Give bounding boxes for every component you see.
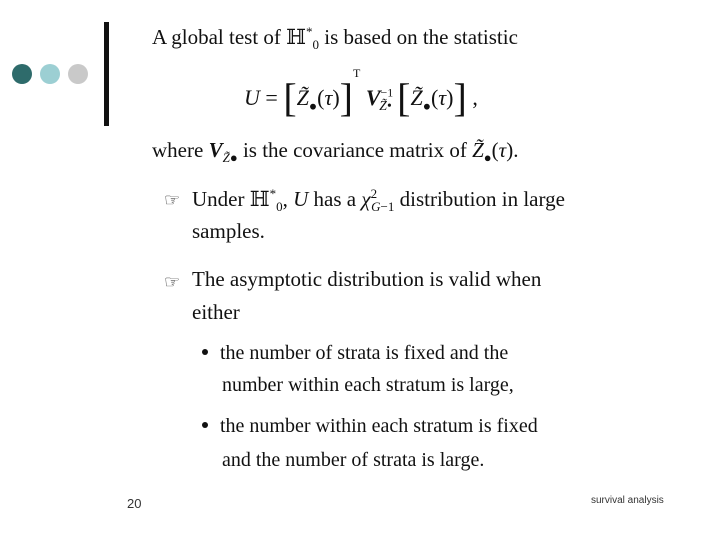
sub-bullet-2-line-1: the number within each stratum is fixed bbox=[202, 415, 538, 438]
where-line: where $V_{Z̃●}$ is the covariance matrix of $Z̃_●(\tau)$. bbox=[152, 138, 519, 166]
bullet-dot-icon bbox=[202, 422, 208, 428]
bullet-dot-icon bbox=[202, 349, 208, 355]
dot-light-teal bbox=[40, 64, 60, 84]
sub-bullet-2-line-2: and the number of strata is large. bbox=[222, 449, 485, 471]
bullet-2-line-2: either bbox=[192, 300, 240, 324]
intro-line: A global test of ℍ*$_0$ is based on the statistic bbox=[152, 24, 518, 53]
pointing-hand-icon: ☞ bbox=[164, 272, 181, 292]
bullet-2-line-1: The asymptotic distribution is valid when bbox=[192, 267, 542, 291]
vertical-divider bbox=[104, 22, 109, 126]
dot-gray bbox=[68, 64, 88, 84]
bullet-1-line-1: Under ℍ*$_0$, U has a $\chi^2_{G-1}$ distribution in large bbox=[192, 186, 565, 215]
null-hypothesis: ℍ*$_0$ bbox=[286, 24, 320, 53]
decor-dots bbox=[12, 64, 96, 86]
pointing-hand-icon: ☞ bbox=[164, 190, 181, 210]
statistic-formula: $U = [Z̃_●(\tau)]^T$ $V^{-1}_{Z̃•}$ $[Z̃_●(\tau)]$ , bbox=[244, 66, 478, 120]
page-number: 20 bbox=[127, 496, 142, 511]
bullet-1-line-2: samples. bbox=[192, 219, 265, 243]
sub-bullet-1-line-1: the number of strata is fixed and the bbox=[202, 342, 508, 365]
footer-title: survival analysis bbox=[591, 495, 664, 506]
sub-bullet-1-line-2: number within each stratum is large, bbox=[222, 374, 514, 396]
dot-dark-teal bbox=[12, 64, 32, 84]
